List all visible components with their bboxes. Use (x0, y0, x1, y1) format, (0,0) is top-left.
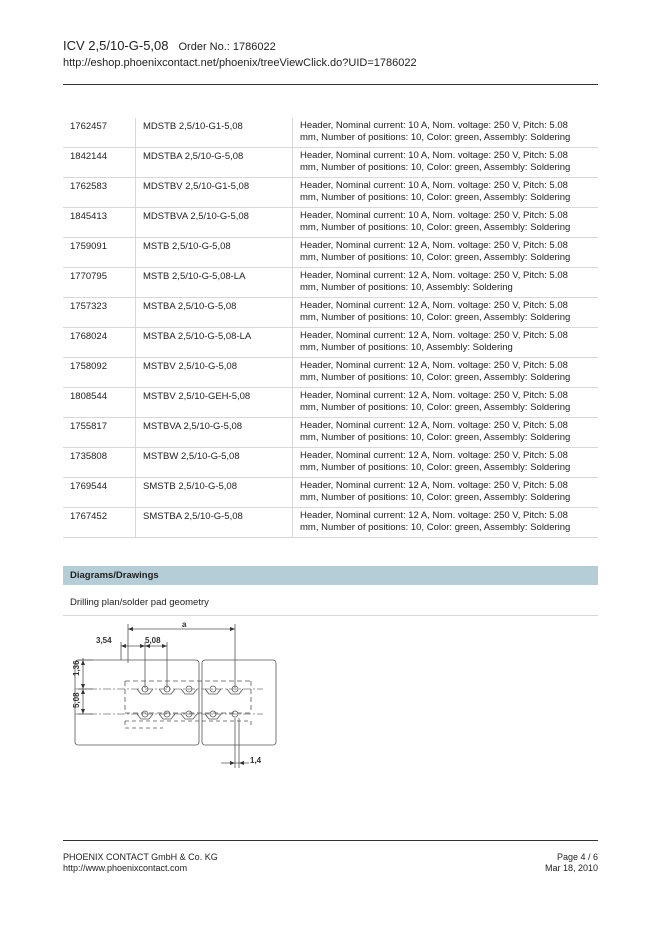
description-line-1: Header, Nominal current: 12 A, Nom. voltage: 250 V, Pitch: 5.08 (300, 270, 568, 281)
dim-label-508-left: 5,08 (72, 692, 81, 708)
header-divider (63, 84, 598, 85)
item-description (293, 208, 598, 237)
dim-label-136: 1,36 (72, 660, 81, 676)
item-description (293, 298, 598, 327)
table-row (63, 178, 598, 208)
description-line-1: Header, Nominal current: 10 A, Nom. voltage: 250 V, Pitch: 5.08 (300, 150, 568, 161)
description-line-1: Header, Nominal current: 12 A, Nom. voltage: 250 V, Pitch: 5.08 (300, 450, 568, 461)
table-row (63, 298, 598, 328)
item-number: 1842144 (63, 148, 136, 177)
description-line-2: mm, Number of positions: 10, Color: green, Assembly: Soldering (300, 162, 571, 173)
table-row (63, 508, 598, 538)
item-description (293, 148, 598, 177)
item-number: 1759091 (63, 238, 136, 267)
item-type: MDSTBV 2,5/10-G1-5,08 (136, 178, 293, 207)
description-line-1: Header, Nominal current: 12 A, Nom. voltage: 250 V, Pitch: 5.08 (300, 240, 568, 251)
item-number: 1735808 (63, 448, 136, 477)
item-type: MDSTBA 2,5/10-G-5,08 (136, 148, 293, 177)
item-type: MDSTBVA 2,5/10-G-5,08 (136, 208, 293, 237)
drilling-plan-drawing (63, 618, 283, 778)
item-description (293, 508, 598, 537)
item-number: 1755817 (63, 418, 136, 447)
item-type: SMSTBA 2,5/10-G-5,08 (136, 508, 293, 537)
item-number: 1758092 (63, 358, 136, 387)
page-header (63, 38, 598, 70)
product-url[interactable]: http://eshop.phoenixcontact.net/phoenix/treeViewClick.do?UID=1786022 (63, 57, 417, 69)
order-number: Order No.: 1786022 (178, 41, 276, 53)
item-number: 1808544 (63, 388, 136, 417)
description-line-2: mm, Number of positions: 10, Color: green, Assembly: Soldering (300, 312, 571, 323)
description-line-2: mm, Number of positions: 10, Color: green, Assembly: Soldering (300, 462, 571, 473)
dim-label-508-top: 5,08 (145, 636, 161, 645)
section-heading: Diagrams/Drawings (63, 566, 598, 585)
item-number: 1757323 (63, 298, 136, 327)
item-type: MSTBVA 2,5/10-G-5,08 (136, 418, 293, 447)
description-line-1: Header, Nominal current: 12 A, Nom. voltage: 250 V, Pitch: 5.08 (300, 480, 568, 491)
item-description (293, 448, 598, 477)
center-lines (75, 689, 263, 714)
item-type: MSTBA 2,5/10-G-5,08-LA (136, 328, 293, 357)
description-line-1: Header, Nominal current: 12 A, Nom. voltage: 250 V, Pitch: 5.08 (300, 300, 568, 311)
dim-label-a: a (182, 620, 187, 629)
item-description (293, 268, 598, 297)
description-line-1: Header, Nominal current: 10 A, Nom. voltage: 250 V, Pitch: 5.08 (300, 120, 568, 131)
table-row (63, 358, 598, 388)
description-line-2: mm, Number of positions: 10, Color: green, Assembly: Soldering (300, 402, 571, 413)
item-type: MSTBA 2,5/10-G-5,08 (136, 298, 293, 327)
table-row (63, 238, 598, 268)
footer-right (545, 852, 598, 874)
footer-website[interactable]: http://www.phoenixcontact.com (63, 863, 188, 873)
item-description (293, 388, 598, 417)
footer-left (63, 852, 218, 874)
item-type: MSTBV 2,5/10-G-5,08 (136, 358, 293, 387)
item-type: MSTBW 2,5/10-G-5,08 (136, 448, 293, 477)
footer-date: Mar 18, 2010 (544, 863, 598, 873)
description-line-2: mm, Number of positions: 10, Color: green, Assembly: Soldering (300, 522, 571, 533)
dim-label-14: 1,4 (250, 756, 262, 765)
description-line-1: Header, Nominal current: 10 A, Nom. voltage: 250 V, Pitch: 5.08 (300, 180, 568, 191)
item-number: 1762583 (63, 178, 136, 207)
item-description (293, 238, 598, 267)
item-type: MSTB 2,5/10-G-5,08-LA (136, 268, 293, 297)
description-line-1: Header, Nominal current: 10 A, Nom. voltage: 250 V, Pitch: 5.08 (300, 210, 568, 221)
description-line-1: Header, Nominal current: 12 A, Nom. voltage: 250 V, Pitch: 5.08 (300, 510, 568, 521)
accessory-table (63, 118, 598, 538)
item-number: 1767452 (63, 508, 136, 537)
item-description (293, 118, 598, 147)
item-description (293, 478, 598, 507)
table-row (63, 388, 598, 418)
description-line-1: Header, Nominal current: 12 A, Nom. voltage: 250 V, Pitch: 5.08 (300, 360, 568, 371)
description-line-2: mm, Number of positions: 10, Color: green, Assembly: Soldering (300, 192, 571, 203)
board-left (75, 660, 199, 745)
item-type: MSTBV 2,5/10-GEH-5,08 (136, 388, 293, 417)
item-type: MSTB 2,5/10-G-5,08 (136, 238, 293, 267)
dim-label-354: 3,54 (96, 636, 112, 645)
table-row (63, 328, 598, 358)
component-outline-lower (125, 721, 251, 728)
table-row (63, 118, 598, 148)
description-line-2: mm, Number of positions: 10, Color: green, Assembly: Soldering (300, 432, 571, 443)
footer-page: Page 4 / 6 (556, 852, 598, 862)
item-number: 1762457 (63, 118, 136, 147)
caption-divider (63, 615, 598, 616)
table-row (63, 448, 598, 478)
table-row (63, 208, 598, 238)
description-line-2: mm, Number of positions: 10, Color: green, Assembly: Soldering (300, 132, 571, 143)
description-line-2: mm, Number of positions: 10, Assembly: Soldering (300, 282, 513, 293)
description-line-1: Header, Nominal current: 12 A, Nom. voltage: 250 V, Pitch: 5.08 (300, 330, 568, 341)
pin-notches-lower (137, 714, 221, 719)
description-line-2: mm, Number of positions: 10, Color: green, Assembly: Soldering (300, 222, 571, 233)
item-description (293, 418, 598, 447)
drawing-caption: Drilling plan/solder pad geometry (70, 597, 209, 608)
footer-company: PHOENIX CONTACT GmbH & Co. KG (63, 852, 218, 862)
table-row (63, 418, 598, 448)
item-number: 1769544 (63, 478, 136, 507)
item-description (293, 358, 598, 387)
item-description (293, 328, 598, 357)
table-row (63, 148, 598, 178)
description-line-2: mm, Number of positions: 10, Assembly: Soldering (300, 342, 513, 353)
table-row (63, 478, 598, 508)
description-line-1: Header, Nominal current: 12 A, Nom. voltage: 250 V, Pitch: 5.08 (300, 390, 568, 401)
product-title: ICV 2,5/10-G-5,08 (63, 38, 169, 53)
table-row (63, 268, 598, 298)
description-line-1: Header, Nominal current: 12 A, Nom. voltage: 250 V, Pitch: 5.08 (300, 420, 568, 431)
title-line (63, 38, 598, 55)
description-line-2: mm, Number of positions: 10, Color: green, Assembly: Soldering (300, 372, 571, 383)
item-number: 1845413 (63, 208, 136, 237)
description-line-2: mm, Number of positions: 10, Color: green, Assembly: Soldering (300, 252, 571, 263)
item-type: MDSTB 2,5/10-G1-5,08 (136, 118, 293, 147)
item-type: SMSTB 2,5/10-G-5,08 (136, 478, 293, 507)
item-description (293, 178, 598, 207)
description-line-2: mm, Number of positions: 10, Color: green, Assembly: Soldering (300, 492, 571, 503)
item-number: 1768024 (63, 328, 136, 357)
item-number: 1770795 (63, 268, 136, 297)
footer-divider (63, 840, 598, 841)
